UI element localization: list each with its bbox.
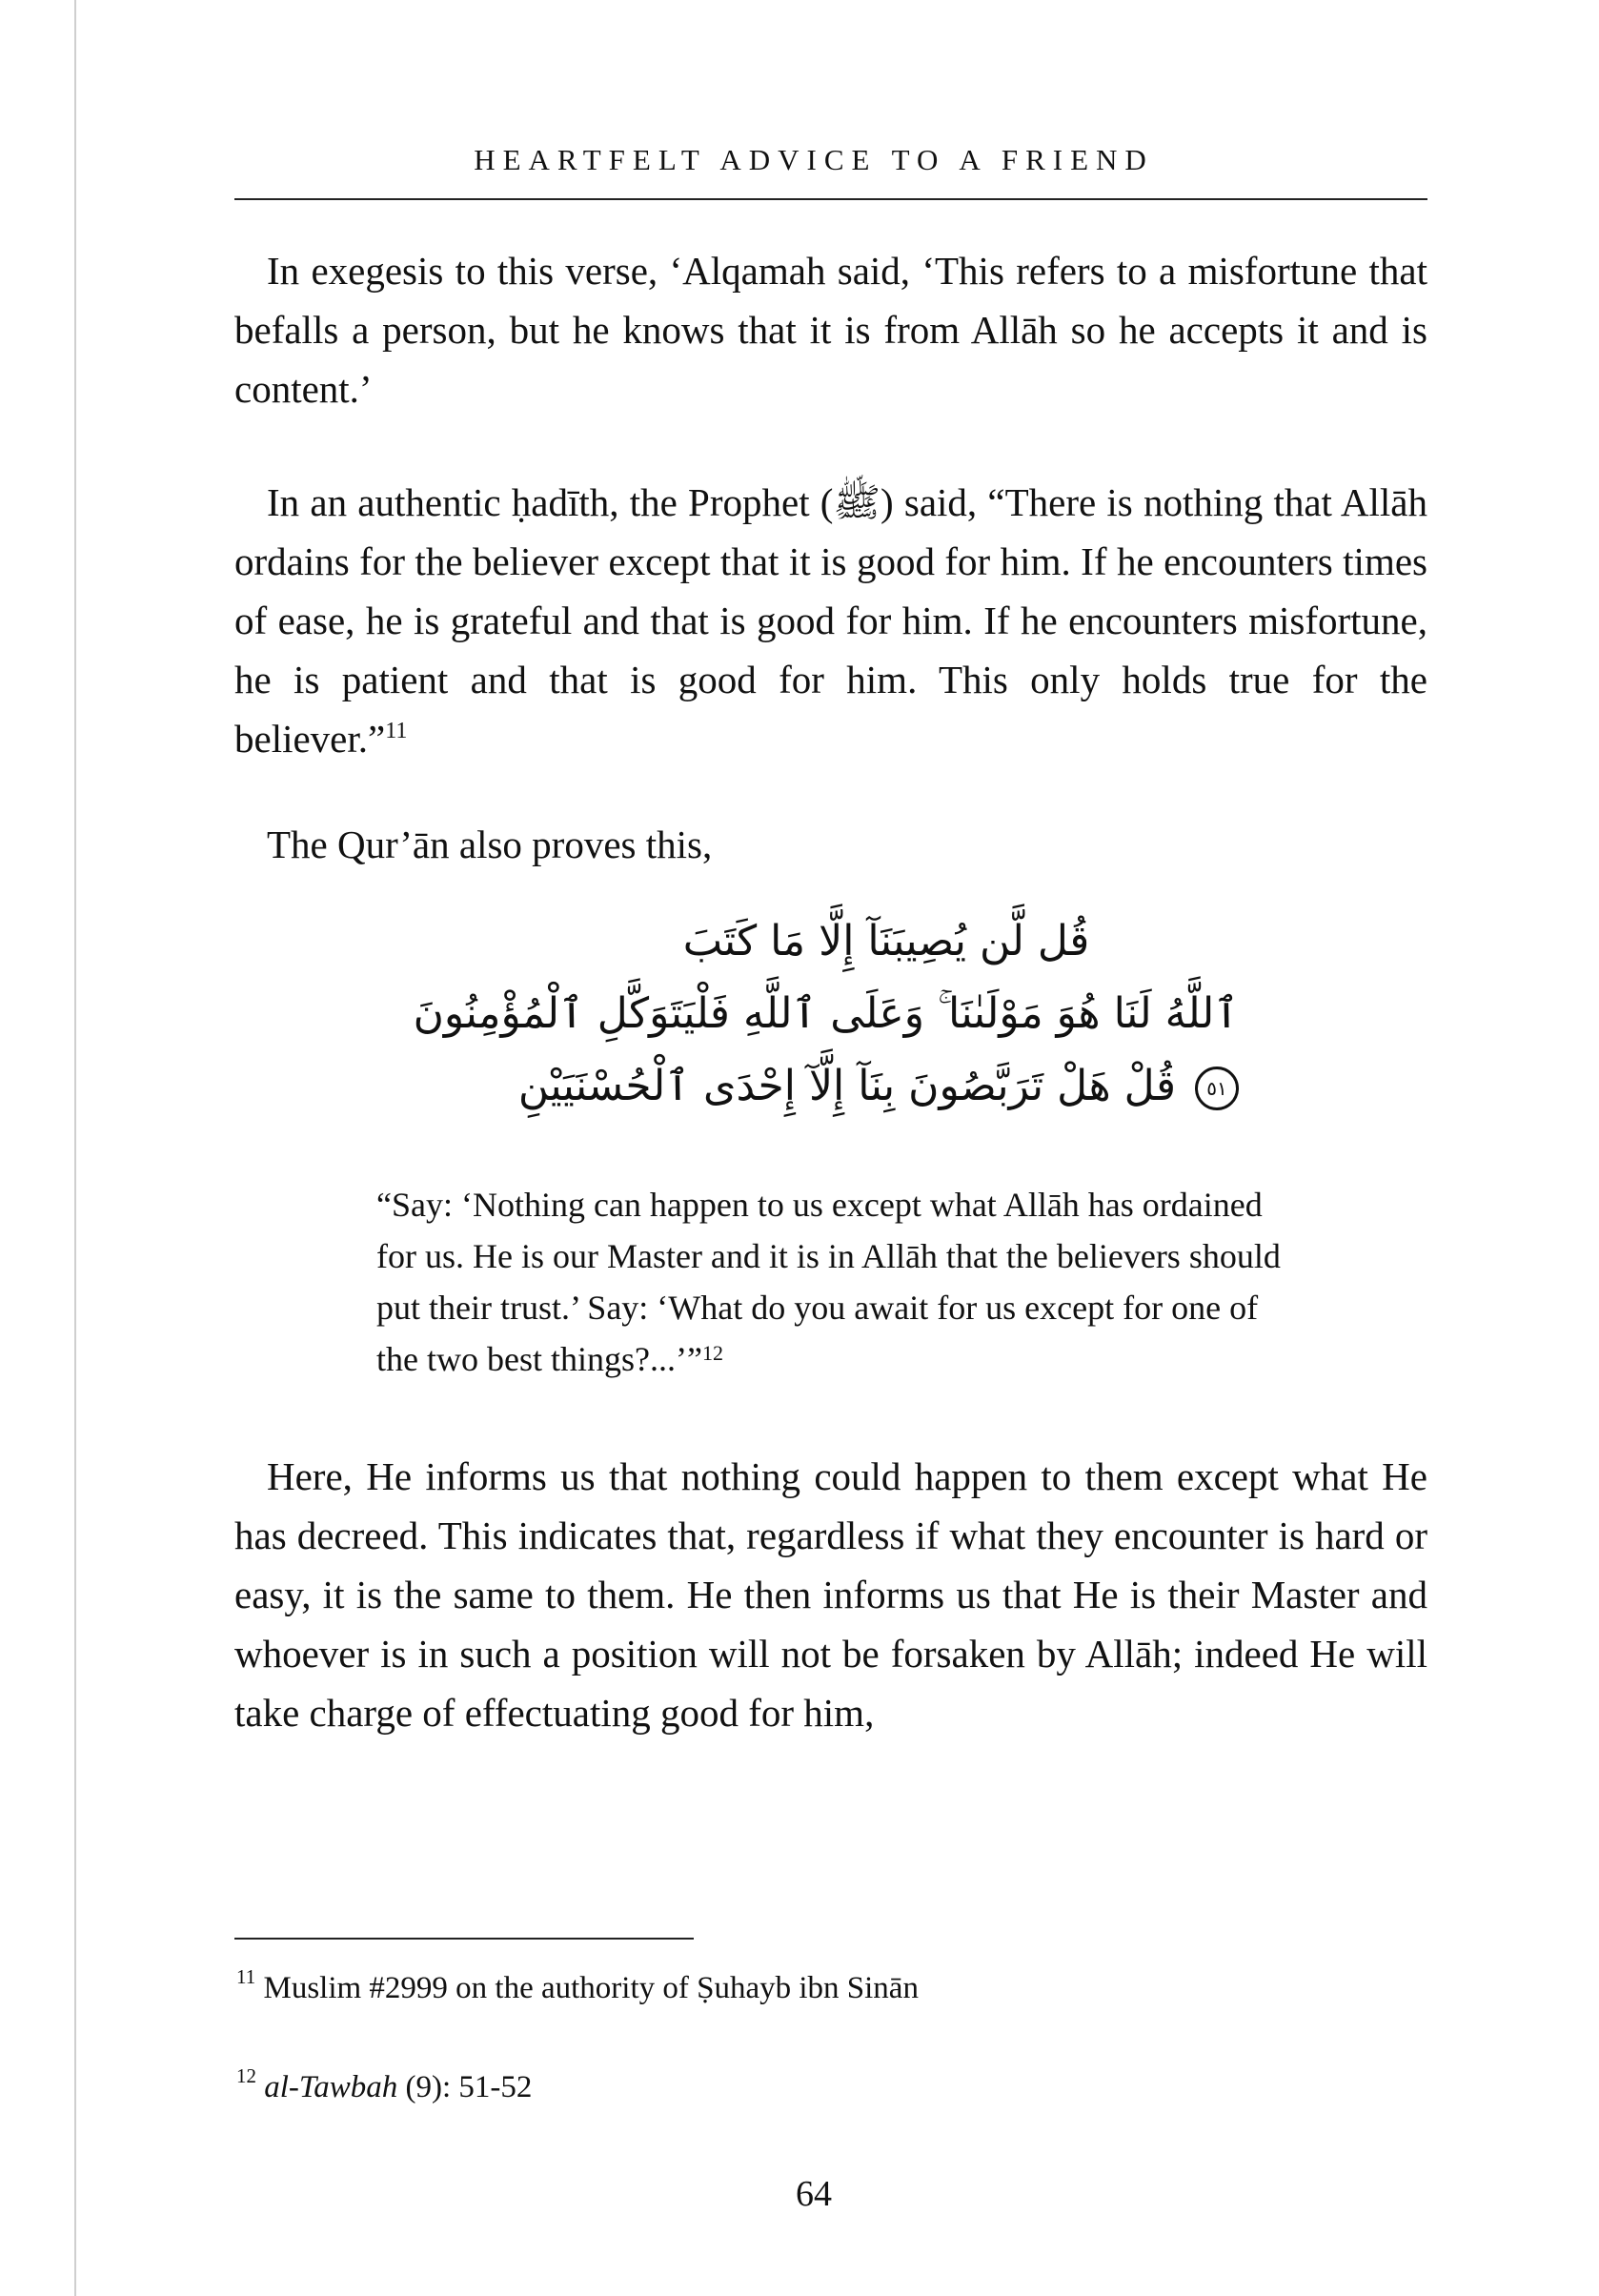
paragraph-alqamah <box>234 241 1427 418</box>
header-rule <box>234 198 1427 200</box>
verse-translation <box>376 1179 1282 1385</box>
paragraph-text: The Qur’ān also proves this, <box>267 823 713 866</box>
paragraph-text: Here, He informs us that nothing could happen to them except what He has decreed. This indicates that, regardless if what they encounter is hard or easy, it is the same to them. He then informs us that He is their Master and whoever is in such a position will not be forsaken by Allāh; indeed He will take charge of effectuating good for him, <box>234 1454 1427 1735</box>
verse-number-marker: ٥١ <box>1195 1067 1239 1110</box>
footnote-source-detail: (9): 51-52 <box>397 2070 533 2104</box>
footnote-text: Muslim #2999 on the authority of Ṣuhayb ibn Sinān <box>263 1971 919 2005</box>
footnote-number: 11 <box>236 1965 256 1988</box>
paragraph-text: In an authentic ḥadīth, the Prophet (ﷺ) said, “There is nothing that Allāh ordains for the believer except that it is good for him. If he encounters times of ease, he is grateful and that is good for him. If he encounters misfortune, he is patient and that is good for him. This only holds true for the believer.” <box>234 480 1427 761</box>
paragraph-hadith <box>234 473 1427 768</box>
running-head: HEARTFELT ADVICE TO A FRIEND <box>474 143 1154 176</box>
page-edge <box>74 0 76 2296</box>
footnote-ref-12[interactable]: 12 <box>701 1341 723 1365</box>
footnote-number: 12 <box>236 2064 256 2087</box>
footnote-rule <box>234 1938 694 1940</box>
paragraph-explanation <box>234 1447 1427 1742</box>
paragraph-text: In exegesis to this verse, ‘Alqamah said, ‘This refers to a misfortune that befalls a person, but he knows that it is from Allāh so he accepts it and is content.’ <box>234 249 1427 411</box>
arabic-verse-line-1: قُل لَّن يُصِيبَنَآ إِلَّا مَا كَتَبَ <box>682 917 1090 965</box>
footnote-ref-11[interactable]: 11 <box>385 719 408 743</box>
footnote-11 <box>236 1965 919 2006</box>
paragraph-quran-intro <box>234 815 1427 874</box>
arabic-verse-line-2: ٱللَّهُ لَنَا هُوَ مَوْلَىٰنَا ۚ وَعَلَى ٱللَّهِ فَلْيَتَوَكَّلِ ٱلْمُؤْمِنُونَ <box>413 989 1239 1038</box>
page-number: 64 <box>796 2174 832 2214</box>
arabic-verse-line-3-wrap <box>517 1050 1239 1123</box>
arabic-verse <box>413 905 1239 1123</box>
footnote-source-title: al-Tawbah <box>264 2070 398 2104</box>
arabic-verse-line-3: قُلْ هَلْ تَرَبَّصُونَ بِنَآ إِلَّآ إِحْدَى ٱلْحُسْنَيَيْنِ <box>517 1062 1176 1110</box>
translation-text: “Say: ‘Nothing can happen to us except what Allāh has ordained for us. He is our Master and it is in Allāh that the believers should put their trust.’ Say: ‘What do you await for us except for one of the two best things?...’” <box>376 1186 1281 1378</box>
footnote-12 <box>236 2064 533 2105</box>
